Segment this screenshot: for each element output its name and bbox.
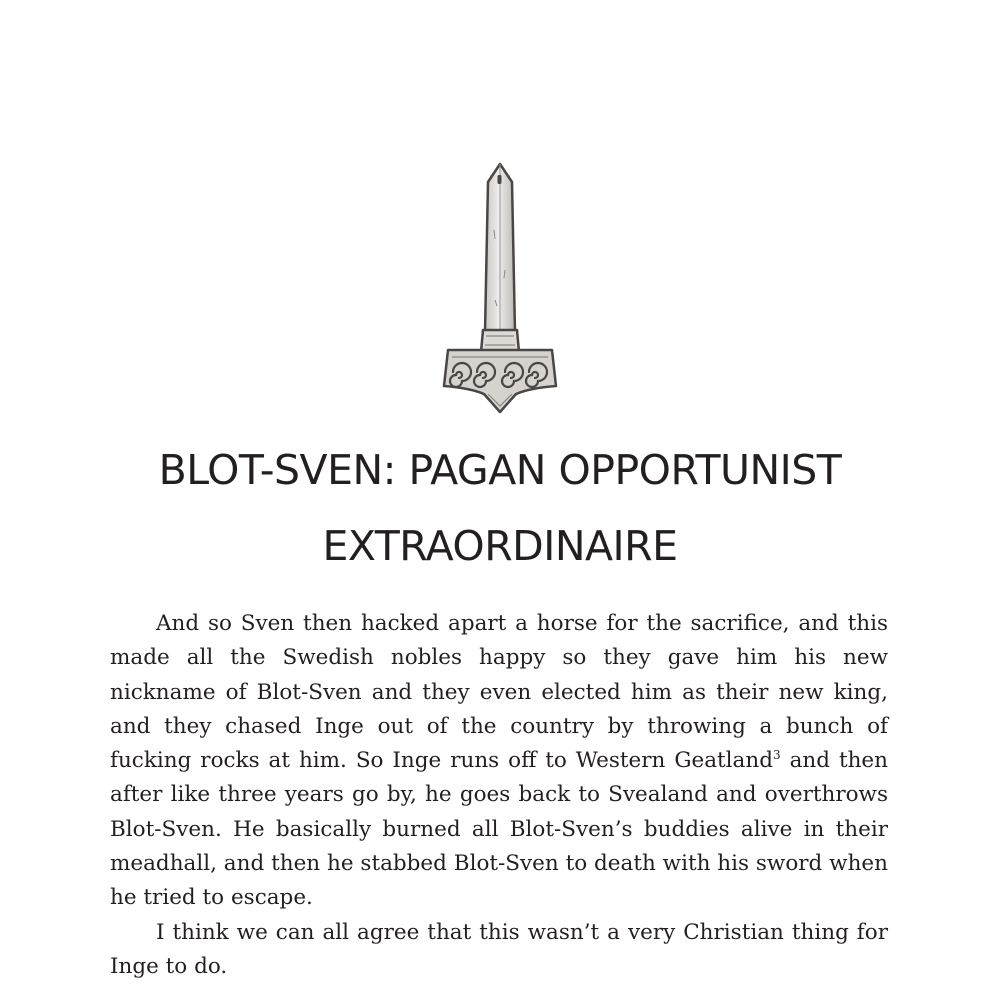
paragraph-2: I think we can all agree that this wasn’t a very Christian thing for Inge to do. — [110, 919, 888, 979]
paragraph-1-text-after: and then after like three years go by, he goes back to Svealand and overthrows Blot-Sven. He basically burned all Blot-Sven’s buddies alive in their meadhall, and then he stabbed Blot-Sven to death with his sword when he tried to escape. — [110, 748, 888, 911]
chapter-title-line-1: BLOT-SVEN: PAGAN OPPORTUNIST — [158, 446, 842, 494]
chapter-title — [0, 432, 1000, 584]
body-text — [110, 607, 888, 984]
hammer-collar — [481, 330, 519, 352]
footnote-marker[interactable]: 3 — [773, 748, 781, 763]
paragraph-1 — [110, 607, 888, 916]
mjolnir-hammer-icon — [438, 160, 562, 414]
chapter-title-line-2: EXTRAORDINAIRE — [322, 522, 678, 570]
paragraph-1-text-before: And so Sven then hacked apart a horse for the sacrifice, and this made all the Swedish nobles happy so they gave him his new nickname of Blot-Sven and they even elected him as their new king, and they chased Inge out of the country by throwing a bunch of fucking rocks at him. So Inge runs off to Western Geatland — [110, 611, 888, 774]
